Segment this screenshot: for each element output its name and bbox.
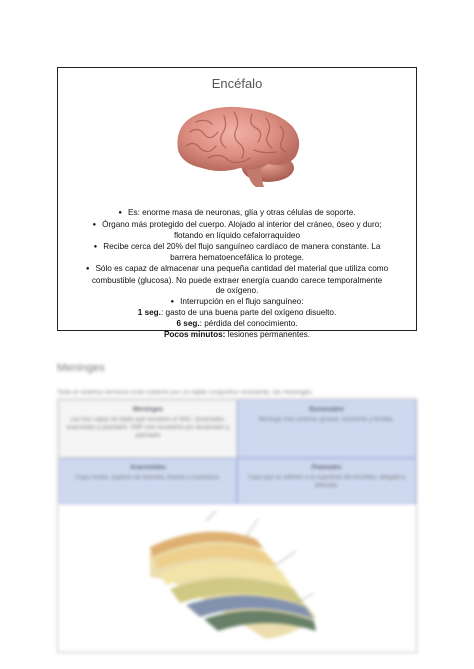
encefalo-box bbox=[57, 67, 417, 339]
meninges-table bbox=[57, 398, 417, 653]
blurred-preview bbox=[0, 352, 474, 652]
cell-aracnoides: Aracnoides Capa media, aspecto de telaraña, blanda y esponjosa. bbox=[59, 458, 237, 504]
bullet-continuation: combustible (glucosa). No puede extraer energía cuando carece temporalmente bbox=[91, 275, 383, 285]
meninges-diagram bbox=[146, 507, 326, 652]
bullet-item: ● Sólo es capaz de almacenar una pequeña cantidad del material que utiliza como bbox=[66, 264, 408, 276]
bullet-item: ● Interrupción en el flujo sanguíneo: bbox=[66, 297, 408, 309]
bullet-item: ● Órgano más protegido del cuerpo. Alojado al interior del cráneo, óseo y duro; bbox=[66, 220, 408, 232]
bullet-continuation: de oxígeno. bbox=[215, 286, 259, 296]
timeline-6s: 6 seg.: pérdida del conocimiento. bbox=[176, 318, 298, 328]
timeline-1s: 1 seg.: gasto de una buena parte del oxígeno disuelto. bbox=[137, 308, 337, 318]
timeline-minutes: Pocos minutos: lesiones permanentes. bbox=[163, 329, 311, 339]
bullet-item: ● Recibe cerca del 20% del flujo sanguíneo cardíaco de manera constante. La bbox=[66, 242, 408, 254]
cell-meninges: Meninges Las tres capas de tejido que recubren el SNC: duramadre, aracnoides y piamadre. SNP solo recubierto por duramadre y piamadre bbox=[59, 400, 237, 458]
cell-duramadre: Duramadre Meninge más externa; gruesa, resistente y flexible. bbox=[237, 400, 416, 458]
cell-piamadre: Piamadre Capa que se adhiere a la superficie del encéfalo; delgada y delicada. bbox=[237, 458, 416, 504]
meninges-intro: Todo el sistema nervioso está cubierto por un tejido conjuntivo resistente, las meninges. bbox=[57, 389, 314, 396]
bullet-item: ● Es: enorme masa de neuronas, glía y otras células de soporte. bbox=[66, 208, 408, 220]
meninges-title: Meninges bbox=[57, 362, 105, 374]
bullet-continuation: barrera hematoencefálica lo protege. bbox=[170, 253, 304, 263]
bullet-continuation: flotando en líquido cefalorraquídeo bbox=[173, 231, 301, 241]
encefalo-title: Encéfalo bbox=[211, 76, 263, 91]
encefalo-list bbox=[66, 208, 408, 340]
brain-image bbox=[168, 102, 308, 188]
